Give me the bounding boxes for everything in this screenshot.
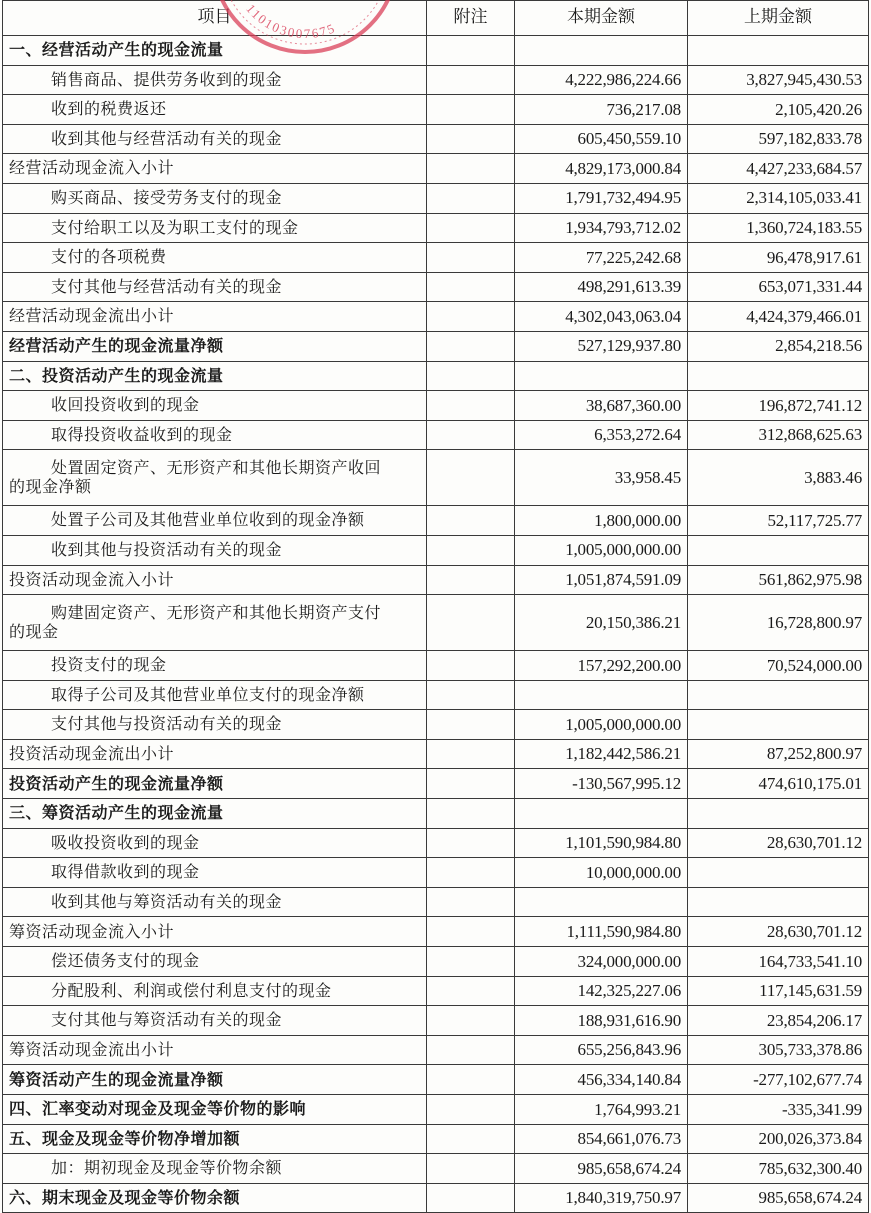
row-prior-amount: 653,071,331.44 (688, 272, 869, 302)
row-label: 取得借款收到的现金 (3, 858, 427, 888)
row-current-amount: 736,217.08 (515, 95, 688, 125)
row-prior-amount: 28,630,701.12 (688, 828, 869, 858)
row-current-amount: 38,687,360.00 (515, 391, 688, 421)
row-label: 三、筹资活动产生的现金流量 (3, 799, 427, 829)
row-note (427, 769, 515, 799)
table-row (3, 1183, 869, 1213)
table-row (3, 213, 869, 243)
row-note (427, 391, 515, 421)
table-row (3, 450, 869, 506)
row-note (427, 799, 515, 829)
table-row (3, 124, 869, 154)
table-row (3, 917, 869, 947)
row-current-amount: 1,764,993.21 (515, 1095, 688, 1125)
row-note (427, 1035, 515, 1065)
row-note (427, 124, 515, 154)
row-label: 收到其他与经营活动有关的现金 (3, 124, 427, 154)
row-prior-amount: -277,102,677.74 (688, 1065, 869, 1095)
row-note (427, 331, 515, 361)
row-current-amount: 1,005,000,000.00 (515, 535, 688, 565)
row-current-amount: 1,791,732,494.95 (515, 183, 688, 213)
row-current-amount: 456,334,140.84 (515, 1065, 688, 1095)
table-row (3, 391, 869, 421)
table-header-row (3, 1, 869, 36)
row-prior-amount: 312,868,625.63 (688, 420, 869, 450)
row-current-amount (515, 887, 688, 917)
table-row (3, 420, 869, 450)
row-note (427, 887, 515, 917)
row-label: 支付其他与经营活动有关的现金 (3, 272, 427, 302)
row-prior-amount: 1,360,724,183.55 (688, 213, 869, 243)
row-current-amount: 4,222,986,224.66 (515, 65, 688, 95)
row-prior-amount: 3,883.46 (688, 450, 869, 506)
svg-text:110103007675: 110103007675 (243, 1, 339, 42)
row-prior-amount (688, 799, 869, 829)
row-current-amount: 1,051,874,591.09 (515, 565, 688, 595)
row-note (427, 565, 515, 595)
row-note (427, 1065, 515, 1095)
row-current-amount: 498,291,613.39 (515, 272, 688, 302)
table-row (3, 947, 869, 977)
row-current-amount: 20,150,386.21 (515, 595, 688, 651)
table-row (3, 36, 869, 66)
row-prior-amount: 2,105,420.26 (688, 95, 869, 125)
row-prior-amount: 785,632,300.40 (688, 1154, 869, 1184)
table-row (3, 1065, 869, 1095)
row-note (427, 1183, 515, 1213)
row-note (427, 1124, 515, 1154)
row-note (427, 947, 515, 977)
row-note (427, 213, 515, 243)
table-row (3, 595, 869, 651)
row-prior-amount: 4,424,379,466.01 (688, 302, 869, 332)
cash-flow-table (2, 0, 869, 1213)
row-label: 偿还债务支付的现金 (3, 947, 427, 977)
row-prior-amount: 305,733,378.86 (688, 1035, 869, 1065)
row-current-amount (515, 36, 688, 66)
row-note (427, 183, 515, 213)
row-prior-amount: 4,427,233,684.57 (688, 154, 869, 184)
table-row (3, 243, 869, 273)
row-note (427, 858, 515, 888)
row-label: 支付其他与投资活动有关的现金 (3, 710, 427, 740)
row-prior-amount: 2,854,218.56 (688, 331, 869, 361)
row-label-line1: 处置固定资产、无形资产和其他长期资产收回 (51, 458, 382, 478)
row-note (427, 243, 515, 273)
row-note (427, 420, 515, 450)
table-row (3, 1154, 869, 1184)
row-label-line2: 的现金 (9, 621, 59, 641)
row-note (427, 917, 515, 947)
row-note (427, 95, 515, 125)
row-label: 收到其他与投资活动有关的现金 (3, 535, 427, 565)
row-current-amount: 10,000,000.00 (515, 858, 688, 888)
row-current-amount: 854,661,076.73 (515, 1124, 688, 1154)
row-prior-amount: 87,252,800.97 (688, 739, 869, 769)
row-note (427, 1095, 515, 1125)
row-label: 投资支付的现金 (3, 651, 427, 681)
row-prior-amount (688, 361, 869, 391)
row-label: 销售商品、提供劳务收到的现金 (3, 65, 427, 95)
row-label: 筹资活动现金流入小计 (3, 917, 427, 947)
row-note (427, 154, 515, 184)
table-row (3, 331, 869, 361)
row-note (427, 739, 515, 769)
row-note (427, 302, 515, 332)
table-row (3, 1035, 869, 1065)
row-current-amount: 1,111,590,984.80 (515, 917, 688, 947)
row-current-amount: 1,800,000.00 (515, 506, 688, 536)
row-label: 筹资活动产生的现金流量净额 (3, 1065, 427, 1095)
row-prior-amount: 196,872,741.12 (688, 391, 869, 421)
table-row (3, 680, 869, 710)
row-label: 投资活动现金流出小计 (3, 739, 427, 769)
row-note (427, 65, 515, 95)
row-current-amount: 157,292,200.00 (515, 651, 688, 681)
header-prior-period: 上期金额 (688, 1, 869, 36)
row-note (427, 710, 515, 740)
row-note (427, 450, 515, 506)
row-label: 处置子公司及其他营业单位收到的现金净额 (3, 506, 427, 536)
row-current-amount (515, 799, 688, 829)
table-row (3, 1006, 869, 1036)
row-note (427, 361, 515, 391)
row-current-amount: 6,353,272.64 (515, 420, 688, 450)
table-row (3, 710, 869, 740)
row-current-amount: 527,129,937.80 (515, 331, 688, 361)
row-label: 投资活动现金流入小计 (3, 565, 427, 595)
row-current-amount: 4,302,043,063.04 (515, 302, 688, 332)
table-row (3, 535, 869, 565)
header-note: 附注 (427, 1, 515, 36)
header-current-period: 本期金额 (515, 1, 688, 36)
row-current-amount: 1,005,000,000.00 (515, 710, 688, 740)
table-row (3, 769, 869, 799)
row-current-amount: 142,325,227.06 (515, 976, 688, 1006)
row-label: 购买商品、接受劳务支付的现金 (3, 183, 427, 213)
row-label-line1: 购建固定资产、无形资产和其他长期资产支付 (51, 603, 382, 623)
row-prior-amount (688, 710, 869, 740)
row-note (427, 651, 515, 681)
row-current-amount: 655,256,843.96 (515, 1035, 688, 1065)
row-prior-amount: 164,733,541.10 (688, 947, 869, 977)
row-prior-amount: 96,478,917.61 (688, 243, 869, 273)
row-label: 经营活动现金流出小计 (3, 302, 427, 332)
row-label: 投资活动产生的现金流量净额 (3, 769, 427, 799)
row-prior-amount: 985,658,674.24 (688, 1183, 869, 1213)
row-note (427, 595, 515, 651)
row-prior-amount: 28,630,701.12 (688, 917, 869, 947)
row-prior-amount: 597,182,833.78 (688, 124, 869, 154)
row-prior-amount (688, 887, 869, 917)
table-row (3, 1124, 869, 1154)
row-label: 收回投资收到的现金 (3, 391, 427, 421)
row-prior-amount: 16,728,800.97 (688, 595, 869, 651)
row-current-amount: 324,000,000.00 (515, 947, 688, 977)
row-note (427, 36, 515, 66)
row-current-amount: 1,101,590,984.80 (515, 828, 688, 858)
row-label: 六、期末现金及现金等价物余额 (3, 1183, 427, 1213)
table-row (3, 183, 869, 213)
table-row (3, 828, 869, 858)
table-row (3, 65, 869, 95)
row-label: 支付其他与筹资活动有关的现金 (3, 1006, 427, 1036)
row-current-amount: 1,182,442,586.21 (515, 739, 688, 769)
table-row (3, 154, 869, 184)
row-label: 加：期初现金及现金等价物余额 (3, 1154, 427, 1184)
row-label: 四、汇率变动对现金及现金等价物的影响 (3, 1095, 427, 1125)
table-row (3, 506, 869, 536)
row-label (3, 595, 427, 651)
row-label: 支付给职工以及为职工支付的现金 (3, 213, 427, 243)
row-note (427, 976, 515, 1006)
row-prior-amount: 474,610,175.01 (688, 769, 869, 799)
row-note (427, 506, 515, 536)
row-label-line2: 的现金净额 (9, 476, 92, 496)
row-current-amount: 1,840,319,750.97 (515, 1183, 688, 1213)
row-label: 吸收投资收到的现金 (3, 828, 427, 858)
table-row (3, 858, 869, 888)
row-label: 筹资活动现金流出小计 (3, 1035, 427, 1065)
row-current-amount: -130,567,995.12 (515, 769, 688, 799)
row-label: 支付的各项税费 (3, 243, 427, 273)
row-label (3, 450, 427, 506)
row-label: 经营活动现金流入小计 (3, 154, 427, 184)
row-note (427, 1006, 515, 1036)
row-current-amount (515, 361, 688, 391)
table-row (3, 651, 869, 681)
row-prior-amount: 52,117,725.77 (688, 506, 869, 536)
row-note (427, 272, 515, 302)
table-row (3, 976, 869, 1006)
row-current-amount: 605,450,559.10 (515, 124, 688, 154)
table-row (3, 361, 869, 391)
row-current-amount: 188,931,616.90 (515, 1006, 688, 1036)
row-note (427, 680, 515, 710)
row-current-amount: 33,958.45 (515, 450, 688, 506)
table-row (3, 887, 869, 917)
row-label: 一、经营活动产生的现金流量 (3, 36, 427, 66)
row-label: 收到其他与筹资活动有关的现金 (3, 887, 427, 917)
row-current-amount: 77,225,242.68 (515, 243, 688, 273)
table-row (3, 1095, 869, 1125)
table-row (3, 272, 869, 302)
row-label: 收到的税费返还 (3, 95, 427, 125)
row-prior-amount: 561,862,975.98 (688, 565, 869, 595)
row-prior-amount (688, 680, 869, 710)
row-label: 分配股利、利润或偿付利息支付的现金 (3, 976, 427, 1006)
row-current-amount (515, 680, 688, 710)
table-row (3, 565, 869, 595)
row-note (427, 1154, 515, 1184)
row-prior-amount (688, 36, 869, 66)
row-label: 五、现金及现金等价物净增加额 (3, 1124, 427, 1154)
row-current-amount: 985,658,674.24 (515, 1154, 688, 1184)
row-current-amount: 1,934,793,712.02 (515, 213, 688, 243)
row-note (427, 828, 515, 858)
row-prior-amount: 70,524,000.00 (688, 651, 869, 681)
table-row (3, 799, 869, 829)
row-note (427, 535, 515, 565)
row-label: 取得子公司及其他营业单位支付的现金净额 (3, 680, 427, 710)
row-prior-amount: -335,341.99 (688, 1095, 869, 1125)
row-prior-amount: 2,314,105,033.41 (688, 183, 869, 213)
row-prior-amount (688, 535, 869, 565)
row-label: 二、投资活动产生的现金流量 (3, 361, 427, 391)
row-prior-amount: 23,854,206.17 (688, 1006, 869, 1036)
table-row (3, 302, 869, 332)
table-row (3, 95, 869, 125)
table-row (3, 739, 869, 769)
row-prior-amount (688, 858, 869, 888)
row-current-amount: 4,829,173,000.84 (515, 154, 688, 184)
row-prior-amount: 200,026,373.84 (688, 1124, 869, 1154)
row-prior-amount: 3,827,945,430.53 (688, 65, 869, 95)
row-prior-amount: 117,145,631.59 (688, 976, 869, 1006)
row-label: 经营活动产生的现金流量净额 (3, 331, 427, 361)
header-item: 项目 (3, 1, 427, 36)
row-label: 取得投资收益收到的现金 (3, 420, 427, 450)
